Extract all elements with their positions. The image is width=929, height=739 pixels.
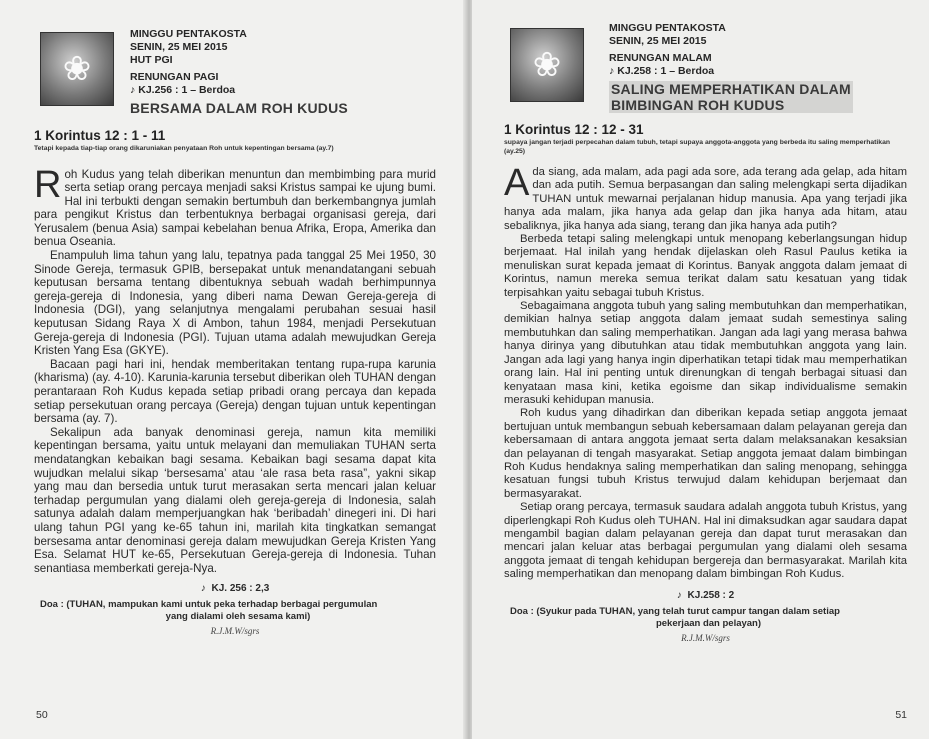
meta-date: SENIN, 25 MEI 2015 (130, 41, 228, 53)
prayer (34, 599, 436, 623)
paragraph: Roh Kudus yang telah diberikan menuntun dan membimbing para murid serta setiap orang percaya menjadi saksi Kristus sampai ke ujung bumi. Hal ini terbukti dengan semakin bertumbuh dan berkembangnya jumlah para pengikut Kristus dan terbentuknya berbagai organisasi gereja, dari Yerusalem (benua Asia) sampai kebelahan benua Afrika, Eropa, Amerika dan benua Oseania. (34, 163, 436, 249)
right-page (472, 0, 929, 739)
meta-sunday: MINGGU PENTAKOSTA (130, 28, 247, 40)
left-body (34, 163, 436, 576)
right-footer (504, 590, 907, 644)
dove-icon: ❀ (62, 50, 92, 88)
prayer-text: (TUHAN, mampukan kami untuk peka terhadap berbagai pergumulan (66, 599, 378, 611)
meta-session: RENUNGAN MALAM (609, 52, 712, 64)
author-signature: R.J.M.W/sgrs (681, 632, 730, 643)
music-note-icon: ♪ (676, 589, 682, 601)
meta-event: HUT PGI (130, 54, 173, 66)
dove-icon: ❀ (532, 46, 562, 84)
paragraph: Ada siang, ada malam, ada pagi ada sore, ada terang ada gelap, ada hitam dan ada putih. Semua berpasangan dan saling melengkapi serta dijadikan TUHAN untuk mewarnai perjalanan hidup manusia. Apa yang terjadi jika hanya ada malam, jika hanya ada gelap dan jika hanya ada hitam, atau sebaliknya, jika hanya ada siang, terang dan jika hanya ada putih? (504, 162, 907, 232)
meta-sunday: MINGGU PENTAKOSTA (609, 22, 726, 34)
music-note-icon: ♪ (200, 583, 206, 595)
paragraph: Sebagaimana anggota tubuh yang saling membutuhkan dan memperhatikan, demikian halnya setiap anggota dalam jemaat sudah semestinya saling membutuhkan dan saling memperhatikan. Jangan ada lagi yang merasa bahwa hanya dirinya yang dibutuhkan atau tidak membutuhkan anggota yang lain. Jangan ada lagi yang hanya ingin diperhatikan tetapi tidak mau memperhatikan orang lain. Hal ini penting untuk direnungkan di tengah berbagai situasi dan kenyataan masa kini, ketika egoisme dan sikap individualisme semakin merasuki kehidupan manusia. (504, 300, 907, 406)
dove-logo (40, 32, 114, 106)
right-body (504, 162, 907, 582)
drop-cap: R (34, 163, 62, 206)
passage-reference: 1 Korintus 12 : 1 - 11 (34, 128, 166, 143)
drop-cap: A (504, 162, 530, 204)
page-title: SALING MEMPERHATIKAN DALAM BIMBINGAN ROH KUDUS (611, 81, 851, 113)
meta-song: ♪ KJ.256 : 1 – Berdoa (130, 84, 236, 96)
left-meta (130, 28, 348, 116)
prayer-text-cont: pekerjaan dan pelayan) (655, 617, 762, 629)
prayer-text-cont: yang dialami oleh sesama kami) (165, 611, 311, 623)
page-number: 50 (36, 709, 48, 721)
right-header (504, 0, 907, 118)
right-meta (609, 22, 853, 113)
meta-date: SENIN, 25 MEI 2015 (609, 35, 707, 47)
music-note-icon: ♪ (609, 65, 615, 77)
music-note-icon: ♪ (130, 84, 136, 96)
key-verse: Tetapi kepada tiap-tiap orang dikaruniakan penyataan Roh untuk kepentingan bersama (ay.7) (34, 145, 334, 152)
paragraph: Setiap orang percaya, termasuk saudara adalah anggota tubuh Kristus, yang diperlengkapi Roh Kudus oleh TUHAN. Hal ini dimaksudkan agar saudara dapat mengambil bagian dalam pelayanan gereja dan dapat turut merasakan dan mencari jalan keluar atas berbagai pergumulan yang dialami oleh sesama anggota jemaat di tengah kehidupan bergereja dan bermasyarakat. Marilah kita saling memperhatikan dan menopang dalam bimbingan Roh Kudus. (504, 501, 907, 581)
author-signature: R.J.M.W/sgrs (210, 626, 260, 637)
passage-reference: 1 Korintus 12 : 12 - 31 (504, 122, 644, 137)
meta-session: RENUNGAN PAGI (130, 71, 219, 83)
paragraph: Enampuluh lima tahun yang lalu, tepatnya pada tanggal 25 Mei 1950, 30 Sinode Gereja, termasuk GPIB, bersepakat untuk menandatangani sebuah keputusan bersama tentang dibentuknya sebuah wadah berhimpunnya gereja-gereja di Indonesia, yang diberi nama Dewan Gereja-gereja di Indonesia (DGI), yang selanjutnya mengalami perubahan sesuai hasil keputusan Sidang Raya X di Ambon, tahun 1984, menjadi Persekutuan Gereja-gereja di Indonesia (PGI). Tujuan utama adalah mewujudkan Gereja Kristen Yang Esa (GKYE). (34, 249, 436, 358)
prayer-label: Doa : (510, 605, 534, 617)
key-verse: supaya jangan terjadi perpecahan dalam tubuh, tetapi supaya anggota-anggota yang berbeda itu saling memperhatikan (ay.25) (504, 139, 890, 155)
dove-logo (510, 28, 584, 102)
page-title: BERSAMA DALAM ROH KUDUS (130, 100, 348, 116)
closing-song: ♪ KJ.258 : 2 (676, 589, 735, 601)
prayer-label: Doa : (40, 599, 64, 611)
paragraph: Sekalipun ada banyak denominasi gereja, namun kita memiliki kepentingan bersama, yaitu untuk melayani dan memuliakan TUHAN serta mendatangkan kebaikan bagi sesama. Kebaikan bagi sesama dapat kita wujudkan melalui sikap ‘bersesama’ atau ‘ale rasa beta rasa”, yakni sikap yang mau dan bersedia untuk turut merasakan serta mencari jalan keluar terhadap pergumulan yang dialami oleh gereja-gereja di Indonesia, salah satunya adalah dalam memperjuangkan hak ‘beribadah’ dinegeri ini. Di hari ulang tahun PGI yang ke-65 tahun ini, marilah kita tingkatkan semangat bersesama antar denominasi gereja dalam mewujudkan Gereja Kristen Yang Esa. Selamat HUT ke-65, Persekutuan Gereja-gereja di Indonesia. Tuhan senantiasa memberkati gereja-Nya. (34, 425, 436, 575)
left-footer (34, 583, 436, 637)
prayer-text: (Syukur pada TUHAN, yang telah turut campur tangan dalam setiap (536, 605, 840, 617)
paragraph: Berbeda tetapi saling melengkapi untuk menopang keberlangsungan hidup berjemaat. Hal inilah yang hendak dijelaskan oleh Rasul Paulus ketika ia menuliskan surat kepada jemaat di Korintus. Banyak anggota dalam jemaat di Korintus, namun mereka semua terikat dalam satu kesatuan yang tidak terpisahkan yaitu sebagai tubuh Kristus. (504, 233, 907, 299)
paragraph: Roh kudus yang dihadirkan dan diberikan kepada setiap anggota jemaat bertujuan untuk membangun sebuah kebersamaan dalam pelayanan gereja dan kebersamaan di antara anggota jemaat serta dalam melaksanakan kesaksian dan pelayanan di tengah masyarakat. Setiap anggota jemaat dalam bimbingan Roh Kudus hendaknya saling memperhatikan dan saling menopang, sehingga kesatuan fungsi tubuh Kristus terwujud dalam kehidupan berjemaat dan bermasyarakat. (504, 407, 907, 500)
meta-song: ♪ KJ.258 : 1 – Berdoa (609, 65, 715, 77)
paragraph: Bacaan pagi hari ini, hendak memberitakan tentang rupa-rupa karunia (kharisma) (ay. 4-10). Karunia-karunia tersebut diberikan oleh TUHAN dengan perantaraan Roh Kudus kepada setiap pribadi orang percaya dan kepada setiap persekutuan orang percaya (Gereja) dengan tujuan untuk kepentingan bersama (ay. 7). (34, 357, 436, 426)
closing-song: ♪ KJ. 256 : 2,3 (200, 583, 270, 595)
prayer (504, 606, 907, 630)
page-number: 51 (895, 709, 907, 721)
left-header (34, 0, 436, 118)
